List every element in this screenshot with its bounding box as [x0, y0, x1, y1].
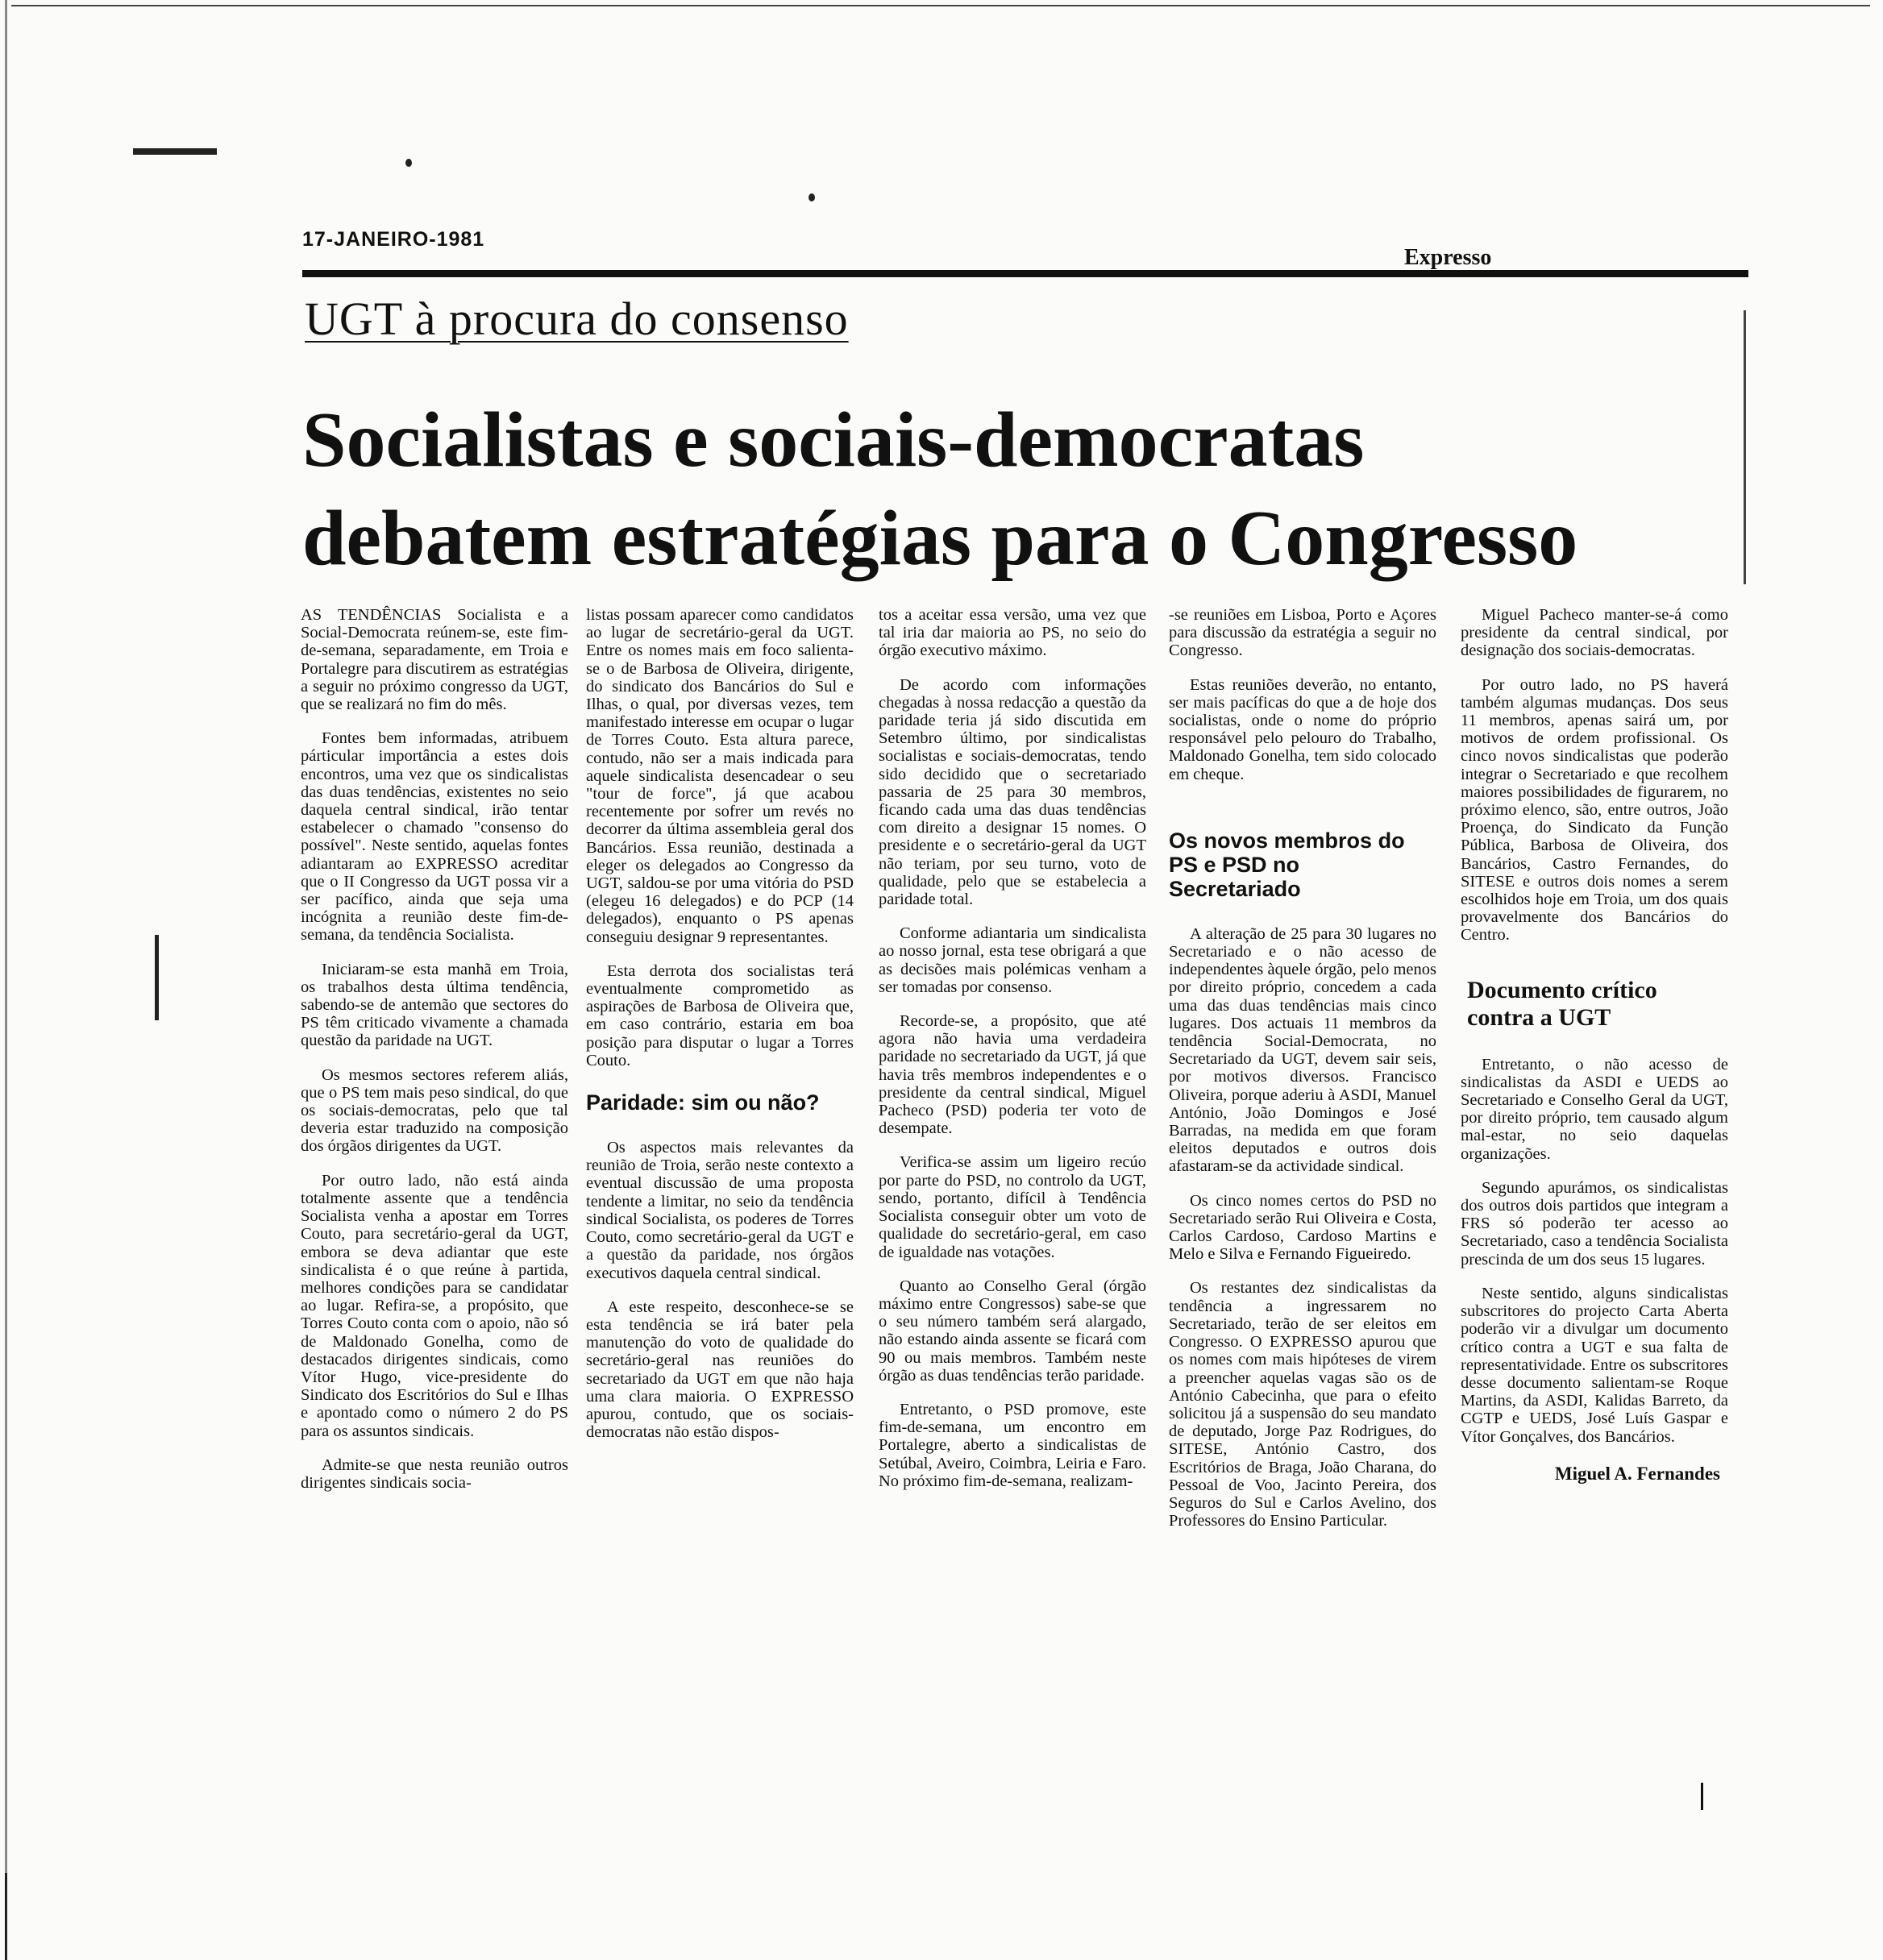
- headline-line-1: Socialistas e sociais-democratas: [302, 397, 1365, 484]
- paragraph: Miguel Pacheco manter-se-á como presidente da central sindical, por designação dos sociais-democratas.: [1461, 606, 1728, 660]
- paragraph: Entretanto, o PSD promove, este fim-de-semana, um encontro em Portalegre, aberto a sindicalistas de Setúbal, Aveiro, Coimbra, Leiria e Faro. No próximo fim-de-semana, realizam-: [879, 1400, 1146, 1490]
- newspaper-name: Expresso: [1404, 245, 1492, 270]
- paragraph: Por outro lado, no PS haverá também algumas mudanças. Dos seus 11 membros, apenas sairá um, por motivos de ordem profissional. Os cinco novos sindicalistas que poderão integrar o Secretariado e que recolhem maiores possibilidades de figurarem, no próximo elenco, são, entre outros, João Proença, do Sindicato da Função Pública, Barbosa de Oliveira, dos Bancários, Castro Fernandes, do SITESE e outros dois nomes a serem escolhidos hoje em Troia, um dos quais provavelmente dos Bancários do Centro.: [1461, 675, 1728, 945]
- headline-line-2: debatem estratégias para o Congresso: [302, 495, 1578, 582]
- paragraph: listas possam aparecer como candidatos ao lugar de secretário-geral da UGT. Entre os nomes mais em foco salienta-se o de Barbosa de Oliveira, dirigente, do sindicato dos Bancários do Sul e Ilhas, o qual, por diversas vezes, tem manifestado interesse em ocupar o lugar de Torres Couto. Esta altura parece, contudo, não ser a mais indicada para aquele sindicalista desencadear o seu "tour de force", já que acabou recentemente por sofrer um revés no decorrer da última assembleia geral dos Bancários. Essa reunião, destinada a eleger os delegados ao Congresso da UGT, saldou-se por uma vitória do PSD (elegeu 16 delegados) e do PCP (14 delegados), enquanto o PS apenas conseguiu designar 9 representantes.: [586, 606, 854, 946]
- subheading-novos-membros: Os novos membros do PS e PSD no Secretariado: [1169, 828, 1405, 901]
- article-column-1: [301, 606, 568, 1508]
- scan-mark: [133, 148, 217, 155]
- paragraph: Os aspectos mais relevantes da reunião de Troia, serão neste contexto a eventual discussão de uma proposta tendente a limitar, no seio da tendência sindical Socialista, os poderes de Torres Couto, como secretário-geral da UGT e a questão da paridade, nos órgãos executivos daquela central sindical.: [586, 1139, 854, 1282]
- subheading-documento-critico: Documento crítico contra a UGT: [1467, 976, 1657, 1031]
- scan-border-left: [5, 0, 7, 1960]
- masthead-rule: [302, 270, 1748, 277]
- paragraph: Esta derrota dos socialistas terá eventualmente comprometido as aspirações de Barbosa de Oliveira que, em caso contrário, estaria em boa posição para disputar o lugar a Torres Couto.: [586, 961, 854, 1069]
- paragraph: AS TENDÊNCIAS Socialista e a Social-Democrata reúnem-se, este fim-de-semana, separadamente, em Troia e Portalegre para discutirem as estratégias a seguir no próximo congresso da UGT, que se realizará no fim do mês.: [301, 606, 568, 714]
- paragraph: Os restantes dez sindicalistas da tendência a ingressarem no Secretariado, terão de ser eleitos em Congresso. O EXPRESSO apurou que os nomes com mais hipóteses de virem a preencher aquelas vagas são os de António Cabecinha, que para o efeito solicitou já a suspensão do seu mandato de deputado, Jorge Paz Rodrigues, do SITESE, António Castro, dos Escritórios de Braga, João Charana, do Pessoal de Voo, Jacinto Pereira, dos Seguros do Sul e Carlos Avelino, dos Professores do Ensino Particular.: [1169, 1279, 1436, 1530]
- margin-bar: [155, 935, 159, 1020]
- article-kicker: UGT à procura do consenso: [305, 293, 849, 345]
- paragraph: De acordo com informações chegadas à nossa redacção a questão da paridade teria já sido discutida em Setembro último, por sindicalistas socialistas e sociais-democratas, tendo sido decidido que o secretariado passaria de 25 para 30 membros, ficando cada uma das duas tendências com direito a designar 15 nomes. O presidente e o secretário-geral da UGT não teriam, por seu turno, voto de qualidade, pelo que se estabelecia a paridade total.: [879, 675, 1146, 909]
- paragraph: Entretanto, o não acesso de sindicalistas da ASDI e UEDS ao Secretariado e Conselho Geral da UGT, por direito próprio, tem causado algum mal-estar, no seio daquelas organizações.: [1461, 1055, 1728, 1163]
- paragraph: Segundo apurámos, os sindicalistas dos outros dois partidos que integram a FRS só poderão ter acesso ao Secretariado, caso a tendência Socialista prescinda de um dos seus 15 lugares.: [1461, 1178, 1728, 1269]
- paragraph: Os cinco nomes certos do PSD no Secretariado serão Rui Oliveira e Costa, Carlos Cardoso, Cardoso Martins e Melo e Silva e Fernando Figueiredo.: [1169, 1191, 1436, 1264]
- scan-speck: [808, 193, 815, 201]
- paragraph: A alteração de 25 para 30 lugares no Secretariado e o não acesso de independentes àquele órgão, pelo menos por direito próprio, concedem a cada uma das duas tendências mais cinco lugares. Dos actuais 11 membros da tendência Social-Democrata, no Secretariado da UGT, devem sair seis, por motivos diversos. Francisco Oliveira, porque aderiu à ASDI, Manuel António, João Domingos e José Barradas, na medida em que foram eleitos deputados e outros dois afastaram-se da actividade sindical.: [1169, 924, 1436, 1176]
- scan-border-bottom-left: [5, 1873, 7, 1960]
- article-column-3: [879, 606, 1146, 1506]
- paragraph: Iniciaram-se esta manhã em Troia, os trabalhos desta última tendência, sabendo-se de antemão que sectores do PS têm criticado vivamente a chamada questão da paridade na UGT.: [301, 960, 568, 1050]
- byline: Miguel A. Fernandes: [1554, 1463, 1720, 1484]
- paragraph: Admite-se que nesta reunião outros dirigentes sindicais socia-: [301, 1455, 568, 1492]
- paragraph: Estas reuniões deverão, no entanto, ser mais pacíficas do que a de hoje dos socialistas, onde o nome do próprio responsável pelo pelouro do Trabalho, Maldonado Gonelha, tem sido colocado em cheque.: [1169, 675, 1436, 783]
- issue-date: 17-JANEIRO-1981: [302, 228, 485, 251]
- article-headline: [302, 391, 1834, 588]
- paragraph: Recorde-se, a propósito, que até agora não havia uma verdadeira paridade no secretariado da UGT, já que havia três membros independentes e o presidente da central sindical, Miguel Pacheco (PSD) poderia ter voto de desempate.: [879, 1012, 1146, 1138]
- paragraph: A este respeito, desconhece-se se esta tendência se irá bater pela manutenção do voto de qualidade do secretário-geral nas reuniões do secretariado da UGT em que não haja uma clara maioria. O EXPRESSO apurou, contudo, que os sociais-democratas não estão dispos-: [586, 1298, 854, 1442]
- paragraph: Os mesmos sectores referem aliás, que o PS tem mais peso sindical, do que os sociais-democratas, pelo que tal deveria estar traduzido na composição dos órgãos dirigentes da UGT.: [301, 1065, 568, 1156]
- scan-speck: [405, 159, 412, 167]
- paragraph: tos a aceitar essa versão, uma vez que tal iria dar maioria ao PS, no seio do órgão executivo máximo.: [879, 606, 1146, 660]
- article-column-4: [1169, 606, 1436, 1546]
- paragraph: Neste sentido, alguns sindicalistas subscritores do projecto Carta Aberta poderão vir a divulgar um documento crítico contra a UGT e sua falta de representatividade. Entre os subscritores desse documento salientam-se Roque Martins, da ASDI, Kalidas Barreto, da CGTP e UEDS, José Luís Gaspar e Vítor Gonçalves, dos Bancários.: [1461, 1284, 1728, 1446]
- subheading-paridade: Paridade: sim ou não?: [586, 1090, 820, 1115]
- article-column-2: [586, 606, 854, 1457]
- paragraph: Por outro lado, não está ainda totalmente assente que a tendência Socialista venha a apostar em Torres Couto, para secretário-geral da UGT, embora se deva adiantar que este sindicalista é o que reúne à partida, melhores condições para se candidatar ao lugar. Refira-se, a propósito, que Torres Couto conta com o apoio, não só de Maldonado Gonelha, como de destacados dirigentes sindicais, como Vítor Hugo, vice-presidente do Sindicato dos Escritórios do Sul e Ilhas e apontado como o número 2 do PS para os assuntos sindicais.: [301, 1171, 568, 1440]
- scan-border-top: [11, 5, 1870, 6]
- paragraph: Verifica-se assim um ligeiro recúo por parte do PSD, no controlo da UGT, sendo, portanto, difícil à Tendência Socialista conseguir obter um voto de qualidade do secretário-geral, em caso de igualdade nas votações.: [879, 1153, 1146, 1261]
- paragraph: Conforme adiantaria um sindicalista ao nosso jornal, esta tese obrigará a que as decisões mais polémicas venham a ser tomadas por consenso.: [879, 924, 1146, 996]
- byline-rule: [1701, 1783, 1703, 1810]
- article-column-5: [1461, 606, 1728, 1483]
- paragraph: -se reuniões em Lisboa, Porto e Açores para discussão da estratégia a seguir no Congresso.: [1169, 606, 1436, 660]
- paragraph: Quanto ao Conselho Geral (órgão máximo entre Congressos) sabe-se que o seu número também será alargado, não estando ainda assente se ficará com 90 ou mais membros. Também neste órgão as duas tendências terão paridade.: [879, 1277, 1146, 1385]
- paragraph: Fontes bem informadas, atribuem párticular importância a estes dois encontros, uma vez que os sindicalistas das duas tendências, existentes no seio daquela central sindical, irão tentar estabelecer o chamado "consenso do possível". Neste sentido, aquelas fontes adiantaram ao EXPRESSO acreditar que o II Congresso da UGT possa vir a ser pacífico, ainda que seja uma incógnita a reunião deste fim-de-semana, da tendência Socialista.: [301, 729, 568, 945]
